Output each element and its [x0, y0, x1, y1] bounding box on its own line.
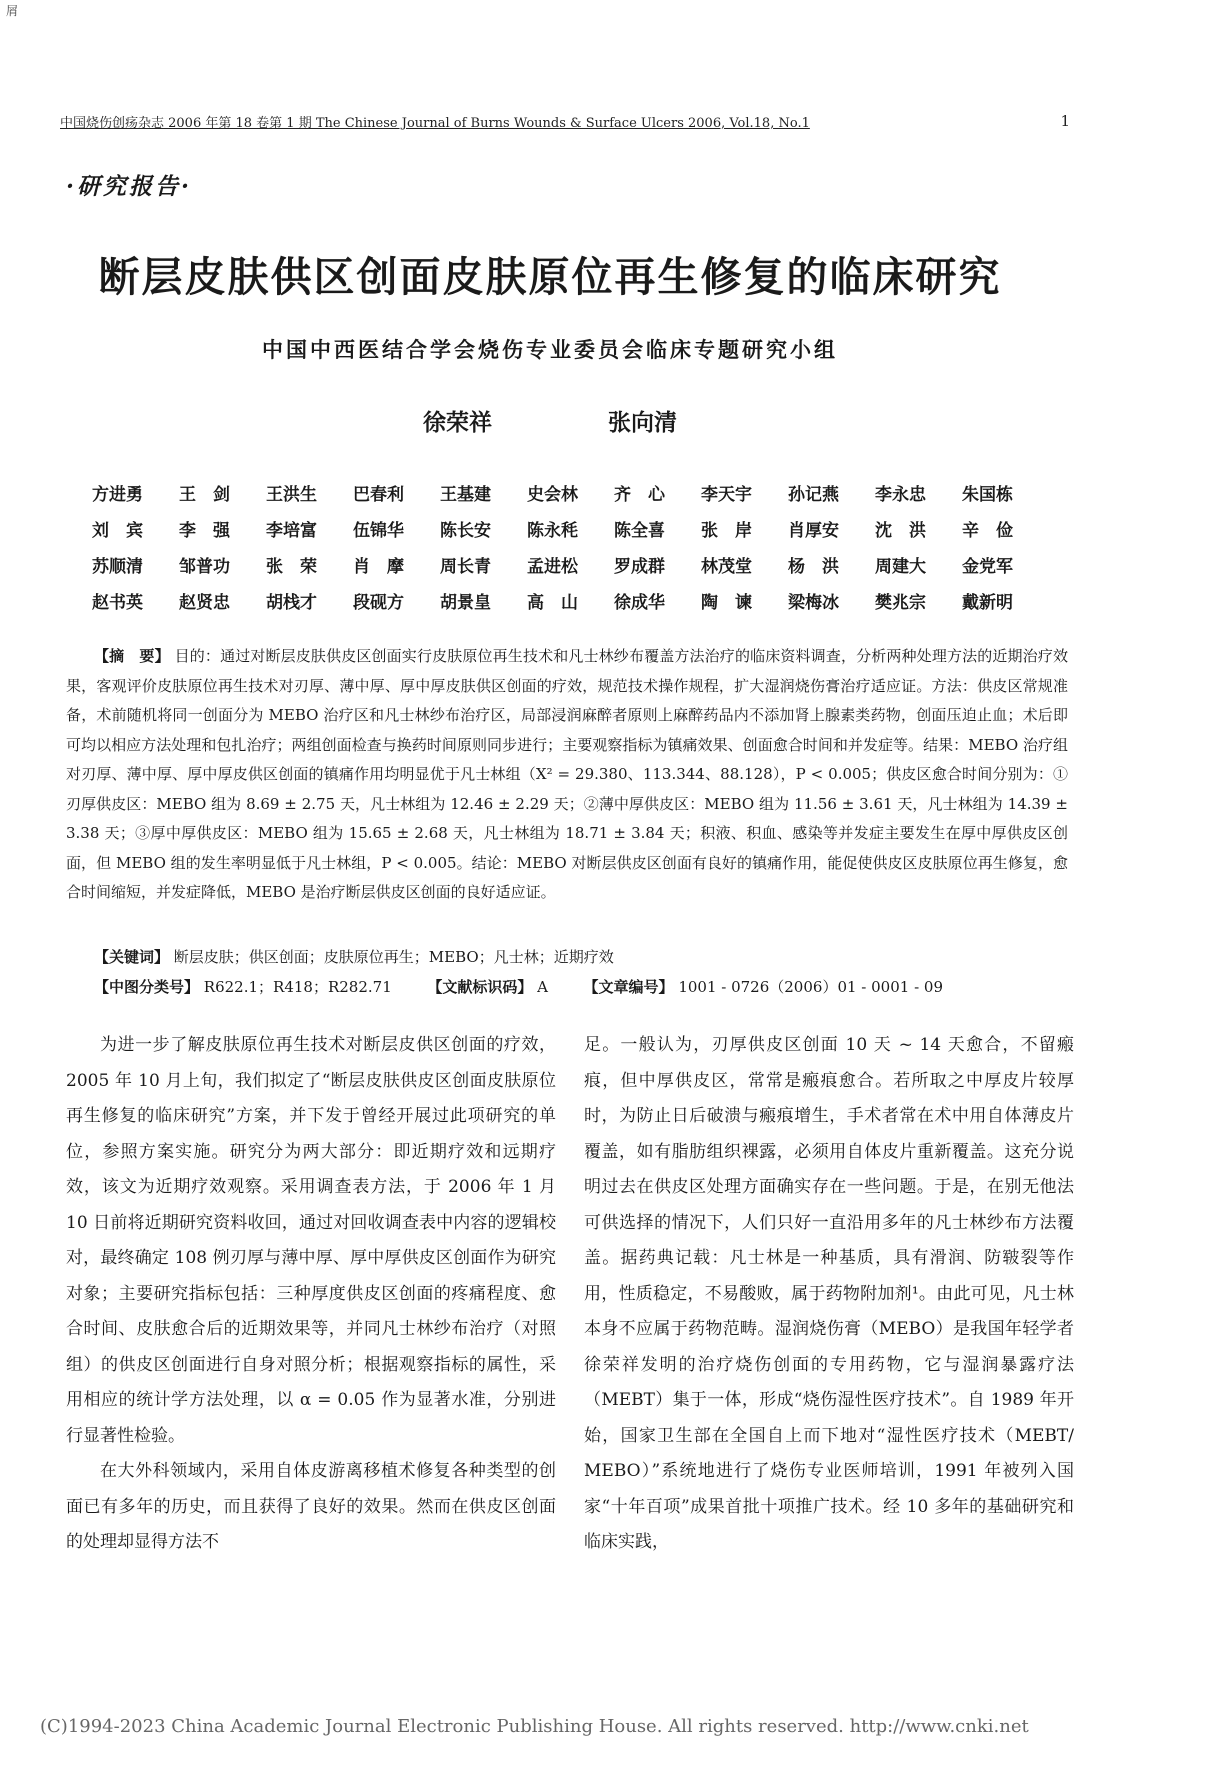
body-paragraph: 在大外科领域内，采用自体皮游离移植术修复各种类型的创面已有多年的历史，而且获得了良好的效果。然而在供皮区创面的处理却显得方法不 — [66, 1461, 556, 1552]
member-name: 刘 宾 — [92, 520, 143, 541]
member-name: 巴春利 — [353, 484, 404, 505]
doc-code-label: 【文献标识码】 — [427, 978, 533, 996]
member-name: 赵贤忠 — [179, 592, 230, 613]
abstract — [66, 642, 1068, 908]
organization: 中国中西医结合学会烧伤专业委员会临床专题研究小组 — [262, 337, 838, 362]
classification — [94, 976, 943, 997]
body-paragraph: 为进一步了解皮肤原位再生技术对断层皮供区创面的疗效，2005 年 10 月上旬，我们拟定了“断层皮肤供皮区创面皮肤原位再生修复的临床研究”方案，并下发于曾经开展过此项研究的单位，参照方案实施。研究分为两大部分：即近期疗效和远期疗效，该文为近期疗效观察。采用调查表方法，于 2006 年 1 月 10 日前将近期研究资料收回，通过对回收调查表中内容的逻辑校对，最终确定 108 例刃厚与薄中厚、厚中厚供皮区创面作为研究对象；主要研究指标包括：三种厚度供皮区创面的疼痛程度、愈合时间、皮肤愈合后的近期效果等，并同凡士林纱布治疗（对照组）的供皮区创面进行自身对照分析；根据观察指标的属性，采用相应的统计学方法处理，以 α = 0.05 作为显著水准，分别进行显著性检验。 — [66, 1035, 556, 1446]
member-name: 戴新明 — [962, 592, 1013, 613]
running-header — [60, 112, 1070, 131]
member-name: 张 荣 — [266, 556, 317, 577]
member-name: 李永忠 — [875, 484, 926, 505]
member-name: 苏顺清 — [92, 556, 143, 577]
member-name: 朱国栋 — [962, 484, 1013, 505]
member-row — [92, 546, 1049, 582]
group-members — [92, 474, 1049, 618]
member-name: 林茂堂 — [701, 556, 752, 577]
abstract-label: 【摘 要】 — [94, 647, 170, 665]
member-name: 李 强 — [179, 520, 230, 541]
member-name: 辛 俭 — [962, 520, 1013, 541]
member-name: 李培富 — [266, 520, 317, 541]
authors — [0, 404, 1100, 437]
member-name: 王洪生 — [266, 484, 317, 505]
member-row — [92, 474, 1049, 510]
member-name: 方进勇 — [92, 484, 143, 505]
journal-citation: 中国烧伤创疡杂志 2006 年第 18 卷第 1 期 The Chinese Journal of Burns Wounds & Surface Ulcers 2006, Vol.18, No.1 — [60, 116, 810, 131]
article-no-value: 1001 - 0726（2006）01 - 0001 - 09 — [678, 978, 943, 996]
page-number: 1 — [1060, 112, 1070, 130]
member-name: 赵书英 — [92, 592, 143, 613]
member-name: 李天宇 — [701, 484, 752, 505]
member-name: 肖厚安 — [788, 520, 839, 541]
abstract-text: 目的：通过对断层皮肤供皮区创面实行皮肤原位再生技术和凡士林纱布覆盖方法治疗的临床资料调查，分析两种处理方法的近期治疗效果，客观评价皮肤原位再生技术对刃厚、薄中厚、厚中厚皮肤供区创面的疗效，规范技术操作规程，扩大湿润烧伤膏治疗适应证。方法：供皮区常规准备，术前随机将同一创面分为 MEBO 治疗区和凡士林纱布治疗区，局部浸润麻醉者原则上麻醉药品内不添加肾上腺素类药物，创面压迫止血；术后即可均以相应方法处理和包扎治疗；两组创面检查与换药时间原则同步进行；主要观察指标为镇痛效果、创面愈合时间和并发症等。结果：MEBO 治疗组对刃厚、薄中厚、厚中厚皮供区创面的镇痛作用均明显优于凡士林组（X² = 29.380、113.344、88.128），P < 0.005；供皮区愈合时间分别为：①刃厚供皮区：MEBO 组为 8.69 ± 2.75 天，凡士林组为 12.46 ± 2.29 天；②薄中厚供皮区：MEBO 组为 11.56 ± 3.61 天，凡士林组为 14.39 ± 3.38 天；③厚中厚供皮区：MEBO 组为 15.65 ± 2.68 天，凡士林组为 18.71 ± 3.84 天；积液、积血、感染等并发症主要发生在厚中厚供皮区创面，但 MEBO 组的发生率明显低于凡士林组，P < 0.005。结论：MEBO 对断层供皮区创面有良好的镇痛作用，能促使供皮区皮肤原位再生修复，愈合时间缩短，并发症降低，MEBO 是治疗断层供皮区创面的良好适应证。 — [66, 647, 1068, 901]
member-name: 胡景皇 — [440, 592, 491, 613]
member-name: 孟进松 — [527, 556, 578, 577]
member-name: 张 岸 — [701, 520, 752, 541]
keywords-text: 断层皮肤；供区创面；皮肤原位再生；MEBO；凡士林；近期疗效 — [173, 948, 614, 966]
member-name: 金党军 — [962, 556, 1013, 577]
member-name: 罗成群 — [614, 556, 665, 577]
member-name: 樊兆宗 — [875, 592, 926, 613]
clc-value: R622.1；R418；R282.71 — [203, 978, 392, 996]
clc-label: 【中图分类号】 — [94, 978, 200, 996]
article-no-label: 【文章编号】 — [583, 978, 674, 996]
member-name: 胡栈才 — [266, 592, 317, 613]
member-name: 高 山 — [527, 592, 578, 613]
member-name: 陈永秏 — [527, 520, 578, 541]
author-name: 张向清 — [608, 409, 677, 436]
body-column-right — [584, 1028, 1074, 1561]
article-title: 断层皮肤供区创面皮肤原位再生修复的临床研究 — [98, 253, 1002, 301]
member-name: 沈 洪 — [875, 520, 926, 541]
keywords-label: 【关键词】 — [94, 948, 170, 966]
member-name: 齐 心 — [614, 484, 665, 505]
doc-code-value: A — [537, 978, 548, 996]
member-name: 史会林 — [527, 484, 578, 505]
body-column-left — [66, 1028, 556, 1561]
member-name: 周建大 — [875, 556, 926, 577]
member-row — [92, 510, 1049, 546]
corner-mark: 屑 — [6, 4, 19, 18]
member-name: 王基建 — [440, 484, 491, 505]
member-name: 孙记燕 — [788, 484, 839, 505]
member-name: 段砚方 — [353, 592, 404, 613]
member-row — [92, 582, 1049, 618]
member-name: 陈全喜 — [614, 520, 665, 541]
member-name: 伍锦华 — [353, 520, 404, 541]
keywords — [94, 946, 614, 967]
member-name: 邹普功 — [179, 556, 230, 577]
member-name: 王 剑 — [179, 484, 230, 505]
member-name: 陶 谏 — [701, 592, 752, 613]
member-name: 周长青 — [440, 556, 491, 577]
section-tag: ·研究报告· — [66, 173, 193, 200]
author-name: 徐荣祥 — [422, 409, 492, 436]
member-name: 肖 摩 — [353, 556, 404, 577]
body-paragraph: 足。一般认为，刃厚供皮区创面 10 天 ~ 14 天愈合，不留瘢痕，但中厚供皮区，常常是瘢痕愈合。若所取之中厚皮片较厚时，为防止日后破溃与瘢痕增生，手术者常在术中用自体薄皮片覆盖，如有脂肪组织裸露，必须用自体皮片重新覆盖。这充分说明过去在供皮区处理方面确实存在一些问题。于是，在别无他法可供选择的情况下，人们只好一直沿用多年的凡士林纱布方法覆盖。据药典记载：凡士林是一种基质，具有滑润、防皲裂等作用，性质稳定，不易酸败，属于药物附加剂¹。由此可见，凡士林本身不应属于药物范畴。湿润烧伤膏（MEBO）是我国年轻学者徐荣祥发明的治疗烧伤创面的专用药物，它与湿润暴露疗法（MEBT）集于一体，形成“烧伤湿性医疗技术”。自 1989 年开始，国家卫生部在全国自上而下地对“湿性医疗技术（MEBT/ MEBO）”系统地进行了烧伤专业医师培训，1991 年被列入国家“十年百项”成果首批十项推广技术。经 10 多年的基础研究和临床实践， — [584, 1035, 1074, 1552]
member-name: 徐成华 — [614, 592, 665, 613]
member-name: 杨 洪 — [788, 556, 839, 577]
copyright-footer: (C)1994-2023 China Academic Journal Electronic Publishing House. All rights reserved. http://www.cnki.net — [40, 1716, 1029, 1737]
member-name: 梁梅冰 — [788, 592, 839, 613]
member-name: 陈长安 — [440, 520, 491, 541]
